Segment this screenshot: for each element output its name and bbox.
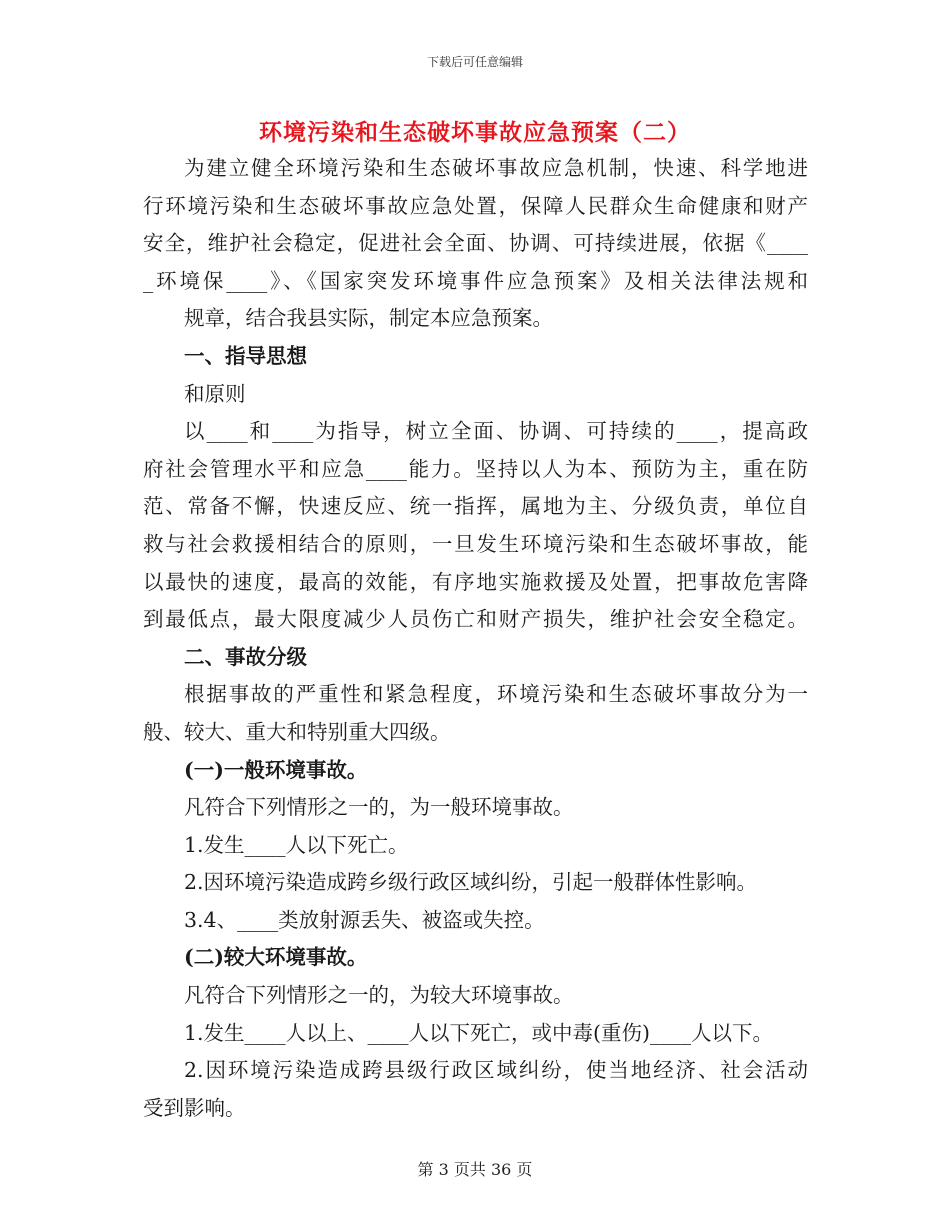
- text-line: 安全，维护社会稳定，促进社会全面、协调、可持续进展，依据《____: [143, 231, 808, 256]
- text-line: 行环境污染和生态破坏事故应急处置，保障人民群众生命健康和财产: [143, 193, 808, 218]
- section-heading: 一、指导思想: [184, 343, 307, 368]
- text-line: 范、常备不懈，快速反应、统一指挥，属地为主、分级负责，单位自: [143, 494, 808, 519]
- text-line: 1.发生____人以上、____人以下死亡，或中毒(重伤)____人以下。: [184, 1020, 774, 1045]
- text-line: 以____和____为指导，树立全面、协调、可持续的____，提高政: [184, 419, 808, 444]
- document-title: 环境污染和生态破坏事故应急预案（二）: [259, 119, 691, 146]
- section-heading: (二)较大环境事故。: [184, 945, 368, 970]
- section-heading: (一)一般环境事故。: [184, 757, 368, 782]
- text-line: 根据事故的严重性和紧急程度，环境污染和生态破坏事故分为一: [184, 682, 808, 707]
- text-line: _环境保____》、《国家突发环境事件应急预案》及相关法律法规和: [143, 268, 808, 293]
- text-line: 以最快的速度，最高的效能，有序地实施救援及处置，把事故危害降: [143, 569, 808, 594]
- page-header: 下载后可任意编辑: [426, 55, 523, 69]
- text-line: 2.因环境污染造成跨县级行政区域纠纷，使当地经济、社会活动: [184, 1058, 808, 1083]
- text-line: 和原则: [184, 381, 246, 406]
- text-line: 凡符合下列情形之一的，为较大环境事故。: [184, 983, 574, 1008]
- text-line: 到最低点，最大限度减少人员伤亡和财产损失，维护社会安全稳定。: [143, 607, 808, 632]
- document-body: [143, 150, 808, 1127]
- text-line: 府社会管理水平和应急____能力。坚持以人为本、预防为主，重在防: [143, 456, 808, 481]
- text-line: 救与社会救援相结合的原则，一旦发生环境污染和生态破坏事故，能: [143, 531, 808, 556]
- text-line: 凡符合下列情形之一的，为一般环境事故。: [184, 795, 574, 820]
- text-line: 为建立健全环境污染和生态破坏事故应急机制，快速、科学地进: [184, 156, 808, 180]
- text-line: 规章，结合我县实际，制定本应急预案。: [184, 306, 553, 331]
- page-footer: 第 3 页共 36 页: [417, 1160, 533, 1179]
- text-line: 般、较大、重大和特别重大四级。: [143, 719, 451, 744]
- text-line: 受到影响。: [143, 1095, 246, 1120]
- text-line: 2.因环境污染造成跨乡级行政区域纠纷，引起一般群体性影响。: [184, 870, 758, 895]
- text-line: 1.发生____人以下死亡。: [184, 832, 409, 857]
- section-heading: 二、事故分级: [184, 644, 307, 669]
- text-line: 3.4、____类放射源丢失、被盗或失控。: [184, 907, 545, 932]
